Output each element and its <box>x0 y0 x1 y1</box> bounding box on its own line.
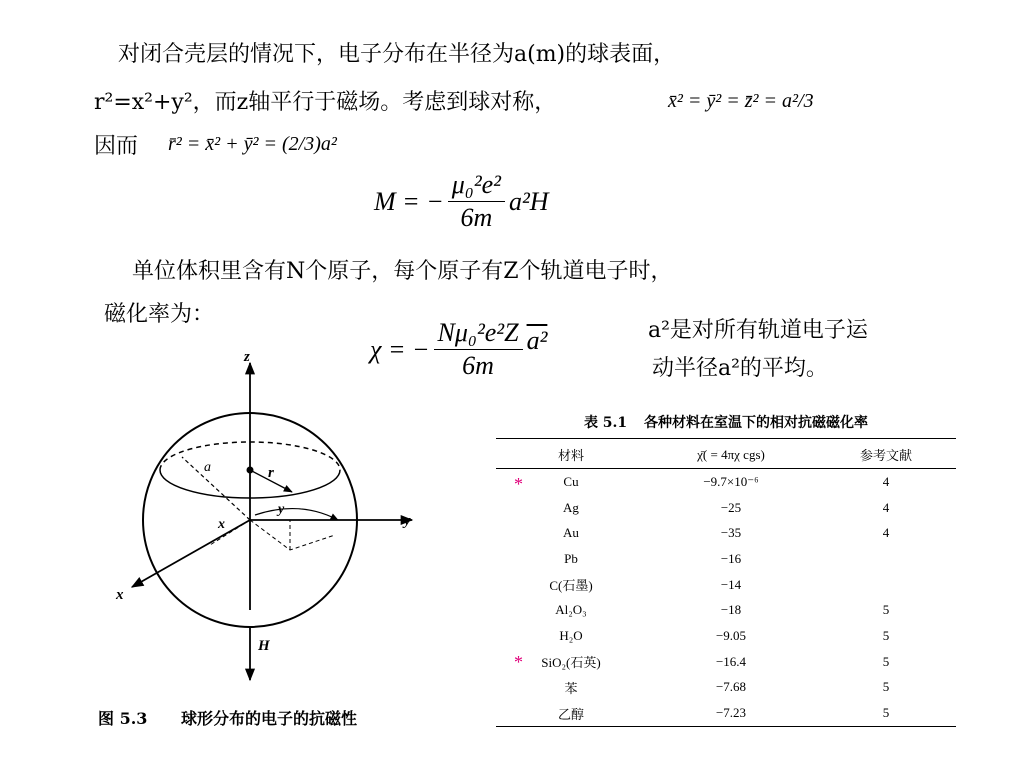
cell-susceptibility: −16.4 <box>715 653 747 669</box>
cell-susceptibility: −25 <box>720 499 742 515</box>
cell-reference: 5 <box>882 679 890 695</box>
formula-m-rhs: a²H <box>508 186 549 216</box>
table-title-text: 各种材料在室温下的相对抗磁磁化率 <box>644 415 869 431</box>
symmetry-equation: x̄² = ȳ² = z̄² = a²/3 <box>668 90 814 112</box>
radius-a-line <box>182 457 250 520</box>
figure-caption <box>98 706 357 729</box>
table-row <box>496 495 956 521</box>
table-row <box>496 700 956 726</box>
table-row <box>496 623 956 649</box>
label-z: z <box>244 349 250 365</box>
material-name: Al₂O₃ <box>555 602 587 618</box>
label-y-inner: y <box>278 502 285 517</box>
formula-chi-numerator: Nμ₀²e²Z <box>434 318 523 350</box>
label-x: x <box>116 587 124 603</box>
paragraph-line-1: 对闭合壳层的情况下，电子分布在半径为a(m)的球表面， <box>118 42 676 67</box>
cell-reference: 5 <box>882 602 890 618</box>
label-h: H <box>258 638 270 654</box>
table-header-row <box>496 439 956 469</box>
figure-caption-number: 图 5.3 <box>98 709 148 728</box>
cell-material <box>496 700 646 726</box>
cell-susceptibility: −14 <box>720 576 742 592</box>
formula-chi-rhs: a² <box>526 325 548 355</box>
magnetization-formula <box>374 170 549 233</box>
x-axis <box>132 520 250 587</box>
material-name: Cu <box>563 473 579 489</box>
cell-material <box>496 572 646 598</box>
material-name: C(石墨) <box>549 578 593 594</box>
susceptibility-table-block <box>496 412 956 727</box>
paragraph-line-5: 磁化率为： <box>104 302 215 327</box>
formula-m-lhs: M = − <box>374 186 444 216</box>
table-row <box>496 520 956 546</box>
cell-susceptibility: −35 <box>720 525 742 541</box>
cell-material <box>496 520 646 546</box>
formula-m-denominator: 6m <box>460 203 493 232</box>
cell-reference: 4 <box>882 499 890 515</box>
paragraph-line-2: r²=x²+y²，而z轴平行于磁场。考虑到球对称， <box>94 90 557 115</box>
cell-reference <box>816 546 956 572</box>
material-name: Au <box>563 525 579 541</box>
label-x-inner: x <box>218 517 225 532</box>
label-a: a <box>204 460 211 475</box>
cell-susceptibility: −18 <box>720 602 742 618</box>
paragraph-line-4: 单位体积里含有N个原子，每个原子有Z个轨道电子时， <box>132 259 673 284</box>
susceptibility-table <box>496 439 956 726</box>
header-material: 材料 <box>496 439 646 469</box>
cell-susceptibility: −9.05 <box>715 627 747 643</box>
material-name: 苯 <box>564 680 578 696</box>
material-name: Pb <box>564 550 578 566</box>
projection-x <box>210 520 250 545</box>
cell-susceptibility: −16 <box>720 550 742 566</box>
highlight-star-icon: * <box>514 473 523 494</box>
cell-material <box>496 495 646 521</box>
table-row <box>496 572 956 598</box>
cell-material <box>496 675 646 701</box>
table-row <box>496 675 956 701</box>
figure-caption-text: 球形分布的电子的抗磁性 <box>181 709 358 728</box>
cell-material <box>496 649 646 675</box>
cell-susceptibility: −9.7×10⁻⁶ <box>703 473 759 489</box>
paragraph-line-3: 因而 <box>94 134 139 159</box>
cell-reference <box>816 572 956 598</box>
cell-material <box>496 546 646 572</box>
formula-chi-denominator: 6m <box>462 351 494 380</box>
material-name: SiO₂(石英) <box>541 655 601 671</box>
cell-reference: 5 <box>882 705 890 721</box>
formula-chi-lhs: χ = − <box>370 334 430 364</box>
cell-reference: 4 <box>882 473 890 489</box>
radius-equation: r̄² = x̄² + ȳ² = (2/3)a² <box>168 133 337 155</box>
cell-reference: 4 <box>882 525 890 541</box>
cell-material <box>496 623 646 649</box>
material-name: H₂O <box>559 627 583 643</box>
cell-material <box>496 469 646 495</box>
header-reference: 参考文献 <box>816 439 956 469</box>
header-susceptibility: χ̄( = 4πχ cgs) <box>646 439 816 469</box>
label-r: r <box>268 465 274 481</box>
note-line-1: a²是对所有轨道电子运 <box>648 318 868 343</box>
formula-m-numerator: μ₀²e² <box>448 170 505 202</box>
highlight-star-icon: * <box>514 652 523 673</box>
label-y: y <box>404 513 411 529</box>
table-title-number: 表 5.1 <box>583 415 628 431</box>
cell-susceptibility: −7.68 <box>715 679 747 695</box>
material-name: 乙醇 <box>557 706 584 722</box>
material-name: Ag <box>563 499 579 515</box>
sphere-diagram <box>100 345 430 690</box>
rotation-arrow <box>255 509 338 520</box>
table-row <box>496 597 956 623</box>
table-title <box>496 412 956 432</box>
table-row <box>496 469 956 495</box>
cell-reference: 5 <box>882 653 890 669</box>
projection-lines <box>250 520 335 550</box>
note-line-2: 动半径a²的平均。 <box>652 356 828 381</box>
table-frame <box>496 438 956 727</box>
table-row <box>496 649 956 675</box>
table-row <box>496 546 956 572</box>
cell-susceptibility: −7.23 <box>715 705 747 721</box>
cell-material <box>496 597 646 623</box>
cell-reference: 5 <box>882 627 890 643</box>
